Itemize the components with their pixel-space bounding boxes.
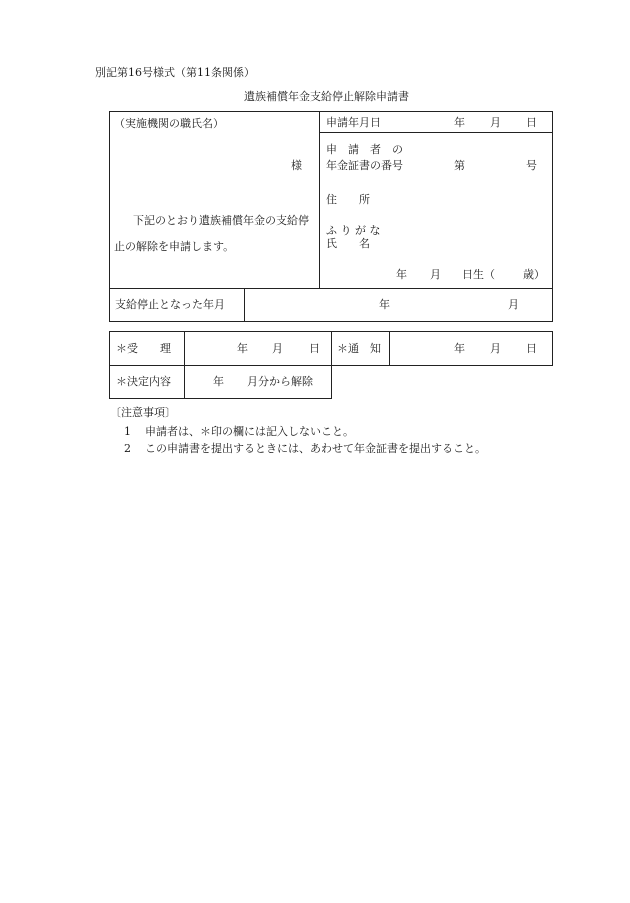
note-text: この申請書を提出するときには、あわせて年金証書を提出すること。 [145,442,486,455]
certificate-dai: 第 [454,159,465,172]
note-number: 2 [124,442,131,455]
notice-year: 年 [454,342,465,355]
suspension-label-divider [244,288,245,322]
notes-title: 〔注意事項〕 [110,406,176,419]
form-title: 遺族補償年金支給停止解除申請書 [244,90,409,103]
notice-day: 日 [526,342,537,355]
decision-label: ＊決定内容 [116,375,171,388]
birth-day-label: 日生（ [462,268,495,281]
applicant-label-line1: 申 請 者 の [326,143,403,156]
birth-year: 年 [396,268,407,281]
application-date-month: 月 [490,116,501,129]
request-text-line2: 止の解除を申請します。 [114,240,235,253]
note-number: 1 [124,425,131,438]
note-text: 申請者は、＊印の欄には記入しないこと。 [145,425,354,438]
agency-label: （実施機関の職氏名） [114,117,224,130]
form-number-label: 別記第16号様式（第11条関係） [95,66,255,79]
decision-year: 年 [213,375,224,388]
suspension-year: 年 [379,298,390,311]
reception-day: 日 [309,342,320,355]
address-label: 住 所 [326,193,370,206]
birth-month: 月 [430,268,441,281]
notice-divider [389,331,390,366]
request-text-line1: 下記のとおり遺族補償年金の支給停 [133,214,309,227]
application-date-label: 申請年月日 [326,116,381,129]
applicant-label-line2: 年金証書の番号 [326,159,403,172]
date-row-divider [319,132,553,133]
suspension-month: 月 [508,298,519,311]
furigana-label: ふ り が な [326,224,381,237]
application-date-year: 年 [454,116,465,129]
certificate-go: 号 [526,159,537,172]
notice-month: 月 [490,342,501,355]
suspension-label: 支給停止となった年月 [115,298,225,311]
office-table-bottom [109,398,331,399]
reception-year: 年 [237,342,248,355]
sama-label: 様 [291,159,302,172]
reception-divider [184,331,185,366]
office-table-left [109,331,110,399]
main-table-divider [319,111,320,288]
name-label: 氏 名 [326,237,370,250]
decision-divider [184,365,185,399]
decision-text: 月分から解除 [247,375,313,388]
office-table-right [552,331,553,366]
office-table-center [331,331,332,399]
reception-month: 月 [272,342,283,355]
reception-label: ＊受 理 [116,342,171,355]
notice-label: ＊通 知 [337,342,381,355]
application-date-day: 日 [526,116,537,129]
birth-age-label: 歳） [523,268,545,281]
suspension-row-divider [109,288,553,289]
